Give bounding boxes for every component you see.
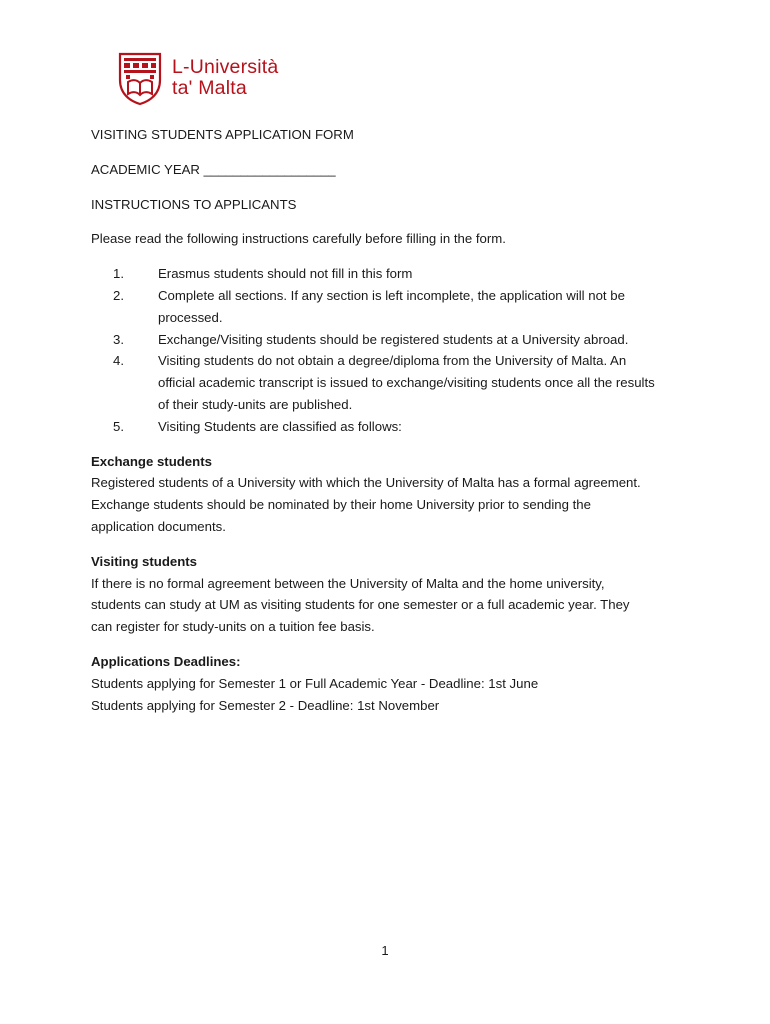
instructions-heading: INSTRUCTIONS TO APPLICANTS (91, 196, 297, 212)
form-title: VISITING STUDENTS APPLICATION FORM (91, 127, 354, 142)
list-item-text: Erasmus students should not fill in this form (158, 266, 413, 282)
list-item-number: 5. (113, 418, 124, 434)
list-item (91, 263, 691, 285)
university-name (172, 57, 278, 99)
visiting-paragraph-line: students can study at UM as visiting students for one semester or a full academic year. They (91, 597, 630, 613)
instructions-intro: Please read the following instructions carefully before filling in the form. (91, 231, 506, 247)
logo-line-2: ta' Malta (172, 77, 247, 99)
list-item-number: 2. (113, 287, 124, 303)
university-crest-icon (116, 50, 164, 106)
list-item-number: 4. (113, 353, 124, 369)
visiting-paragraph-line: If there is no formal agreement between the University of Malta and the home university, (91, 575, 605, 591)
list-item-number: 1. (113, 266, 124, 282)
deadlines-heading: Applications Deadlines: (91, 653, 241, 669)
list-item-text: Exchange/Visiting students should be registered students at a University abroad. (158, 331, 629, 347)
visiting-students-heading: Visiting students (91, 553, 198, 569)
list-item (91, 350, 691, 415)
exchange-paragraph-line: Registered students of a University with which the University of Malta has a formal agreement. (91, 475, 641, 491)
page-number: 1 (381, 943, 389, 958)
exchange-students-heading: Exchange students (91, 453, 212, 469)
deadline-line: Students applying for Semester 1 or Full Academic Year - Deadline: 1st June (91, 675, 539, 691)
visiting-paragraph-line: can register for study-units on a tuition fee basis. (91, 619, 375, 635)
academic-year-field: ACADEMIC YEAR __________________ (91, 161, 336, 177)
university-logo (116, 50, 278, 106)
logo-line-1: L-Università (172, 56, 279, 78)
document-body (91, 124, 691, 716)
list-item-text: Visiting Students are classified as follows: (158, 418, 402, 434)
list-item (91, 285, 691, 329)
list-item-text: Visiting students do not obtain a degree/diploma from the University of Malta. An official academic transcript is issued to exchange/visiting students once all the results of their study-units are published. (158, 353, 655, 412)
exchange-paragraph-line: Exchange students should be nominated by their home University prior to sending the (91, 497, 591, 513)
deadline-line: Students applying for Semester 2 - Deadline: 1st November (91, 697, 440, 713)
instructions-list (91, 263, 691, 437)
list-item (91, 329, 691, 351)
exchange-paragraph-line: application documents. (91, 518, 226, 534)
list-item-number: 3. (113, 331, 124, 347)
list-item-text: Complete all sections. If any section is left incomplete, the application will not be processed. (158, 287, 625, 325)
list-item (91, 416, 691, 438)
